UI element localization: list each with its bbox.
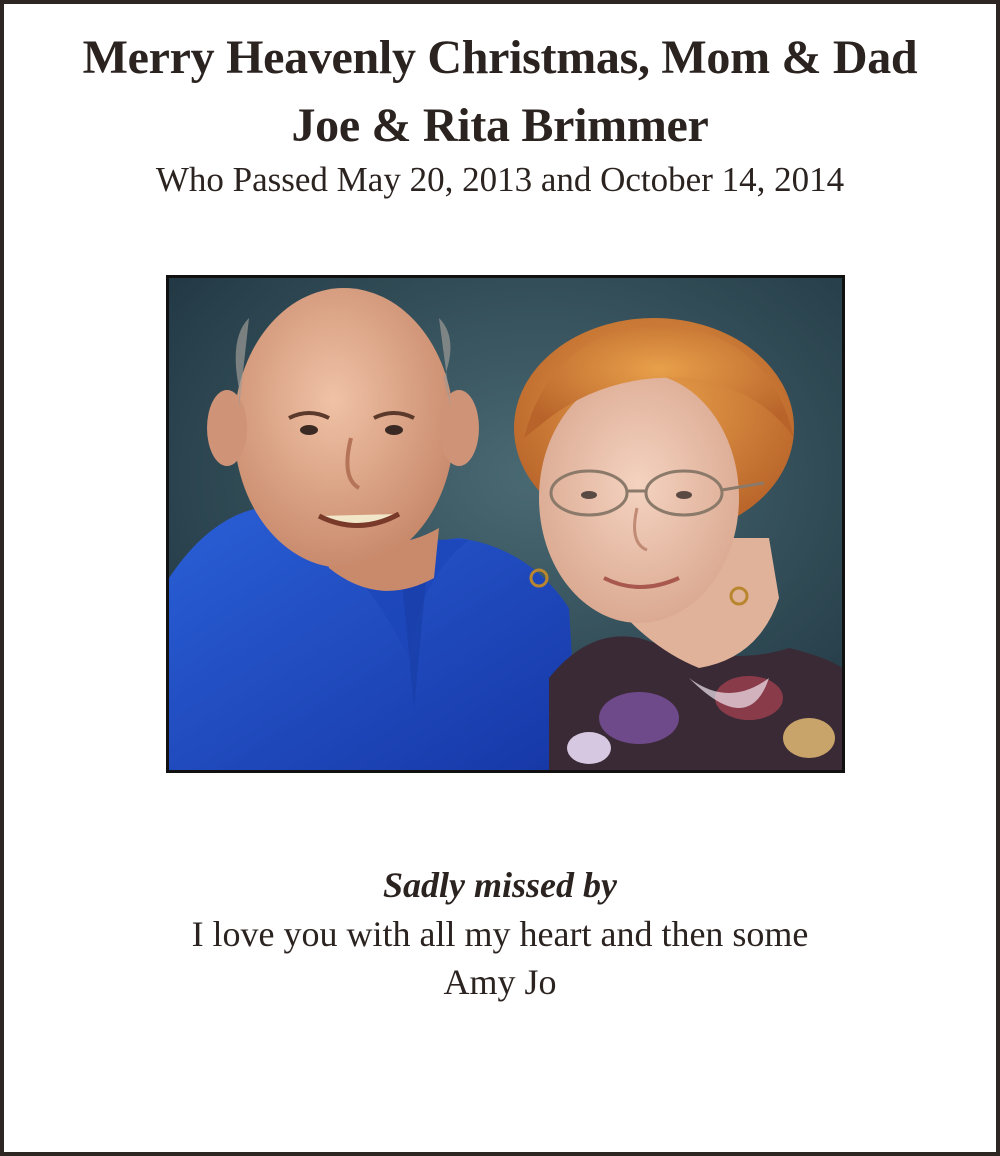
- names-title: Joe & Rita Brimmer: [291, 99, 709, 152]
- memorial-title: Merry Heavenly Christmas, Mom & Dad: [82, 31, 918, 84]
- couple-photo: [166, 275, 845, 773]
- message-line: I love you with all my heart and then some: [191, 914, 809, 954]
- sadly-missed-heading: Sadly missed by: [383, 865, 617, 905]
- signature: Amy Jo: [443, 962, 557, 1002]
- passing-dates: Who Passed May 20, 2013 and October 14, 2014: [155, 160, 845, 199]
- couple-portrait-illustration: [169, 278, 842, 770]
